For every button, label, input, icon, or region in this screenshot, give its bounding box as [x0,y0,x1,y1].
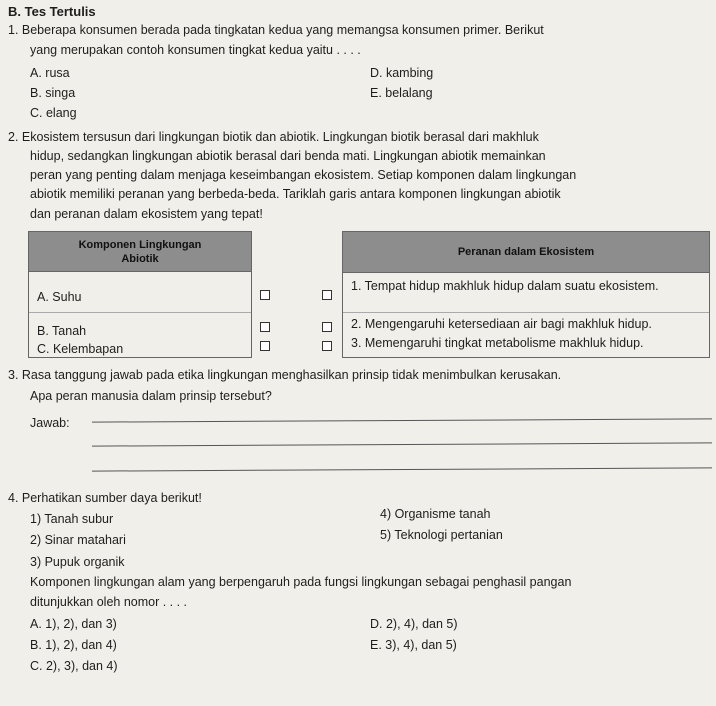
q1-text-line-1: 1. Beberapa konsumen berada pada tingkatan kedua yang memangsa konsumen primer. Berikut [8,23,544,37]
match-box-left-a[interactable] [260,290,270,300]
abiotic-item-b: B. Tanah [37,324,87,338]
q4-item-2: 2) Sinar matahari [30,533,126,547]
q4-option-e: E. 3), 4), dan 5) [370,638,457,652]
section-title: B. Tes Tertulis [8,4,96,19]
ecosystem-role-3: 3. Memengaruhi tingkat metabolisme makhluk hidup. [351,336,644,350]
q4-option-c: C. 2), 3), dan 4) [30,659,118,673]
match-box-left-b[interactable] [260,322,270,332]
match-box-right-1[interactable] [322,290,332,300]
answer-line-2[interactable] [92,442,712,446]
ecosystem-roles-header: Peranan dalam Ekosistem [343,232,709,273]
answer-line-3[interactable] [92,467,712,471]
match-box-right-2[interactable] [322,322,332,332]
abiotic-item-c: C. Kelembapan [37,342,124,356]
q3-text-line-2: Apa peran manusia dalam prinsip tersebut? [30,389,272,403]
q1-option-a: A. rusa [30,66,70,80]
q4-option-b: B. 1), 2), dan 4) [30,638,117,652]
q1-text-line-2: yang merupakan contoh konsumen tingkat kedua yaitu . . . . [30,43,361,57]
q2-text-line-2: hidup, sedangkan lingkungan abiotik berasal dari benda mati. Lingkungan abiotik memainkan [30,149,546,163]
q4-item-1: 1) Tanah subur [30,512,114,526]
answer-label: Jawab: [30,416,70,430]
q2-text-line-4: abiotik memiliki peranan yang berbeda-beda. Tariklah garis antara komponen lingkungan abiotik [30,187,561,201]
q2-text-line-1: 2. Ekosistem tersusun dari lingkungan biotik dan abiotik. Lingkungan biotik berasal dari makhluk [8,130,539,144]
ecosystem-role-1: 1. Tempat hidup makhluk hidup dalam suatu ekosistem. [351,279,659,293]
q4-option-a: A. 1), 2), dan 3) [30,617,117,631]
ecosystem-roles-table [342,231,710,358]
q3-text-line-1: 3. Rasa tanggung jawab pada etika lingkungan menghasilkan prinsip tidak menimbulkan kerusakan. [8,368,562,382]
abiotic-components-table [28,231,252,358]
q2-text-line-5: dan peranan dalam ekosistem yang tepat! [30,207,263,221]
q4-prompt-line-1: Komponen lingkungan alam yang berpengaruh pada fungsi lingkungan sebagai penghasil pangan [30,575,572,589]
abiotic-components-header: Komponen Lingkungan Abiotik [29,232,251,272]
q1-option-e: E. belalang [370,86,433,100]
abiotic-item-a: A. Suhu [37,290,82,304]
q1-option-b: B. singa [30,86,76,100]
q4-prompt-line-2: ditunjukkan oleh nomor . . . . [30,595,188,609]
q1-option-c: C. elang [30,106,77,120]
row-divider [343,312,709,313]
q1-option-d: D. kambing [370,66,434,80]
match-box-right-3[interactable] [322,341,332,351]
q4-item-3: 3) Pupuk organik [30,555,125,569]
match-box-left-c[interactable] [260,341,270,351]
ecosystem-role-2: 2. Mengengaruhi ketersediaan air bagi makhluk hidup. [351,317,652,331]
q4-text-line-1: 4. Perhatikan sumber daya berikut! [8,491,202,505]
q2-text-line-3: peran yang penting dalam menjaga keseimbangan ekosistem. Setiap komponen dalam lingkungan [30,168,577,182]
q4-item-4: 4) Organisme tanah [380,507,491,521]
row-divider [29,312,251,313]
q4-item-5: 5) Teknologi pertanian [380,528,503,542]
answer-line-1[interactable] [92,418,712,422]
q4-option-d: D. 2), 4), dan 5) [370,617,458,631]
